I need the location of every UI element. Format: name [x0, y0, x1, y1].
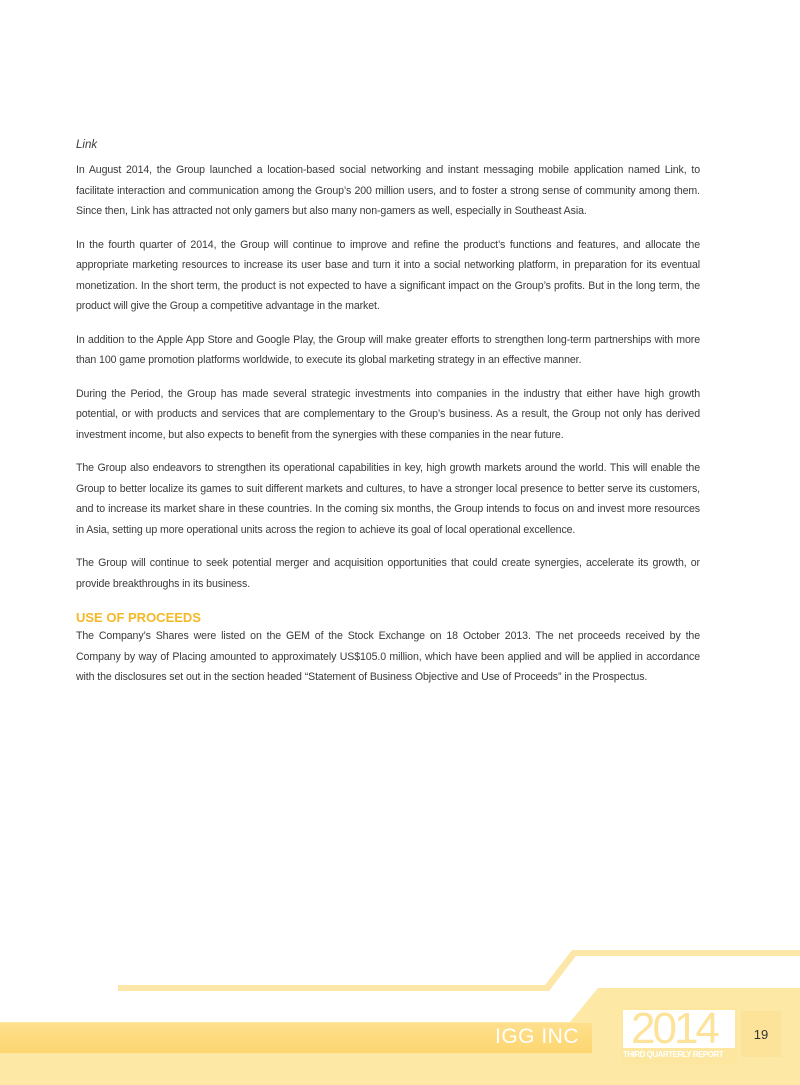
- paragraph: The Company’s Shares were listed on the GEM of the Stock Exchange on 18 October 2013. The net proceeds received by the Company by way of Placing amounted to approximately US$105.0 million, which have been applied and will be applied in accordance with the disclosures set out in the section headed “Statement of Business Objective and Use of Proceeds” in the Prospectus.: [76, 630, 700, 683]
- paragraph: In August 2014, the Group launched a location-based social networking and instant messaging mobile application named Link, to facilitate interaction and communication among the Group’s 200 million users, and to foster a strong sense of community among them. Since then, Link has attracted not only gamers but also many non-gamers as well, especially in Southeast Asia.: [76, 164, 700, 217]
- company-name: IGG INC: [495, 1025, 580, 1048]
- logo-report-title: THIRD QUARTERLY REPORT: [623, 1050, 724, 1059]
- paragraph: During the Period, the Group has made several strategic investments into companies in the industry that either have high growth potential, or with products and services that are complementary to the Group’s business. As a result, the Group not only has derived investment income, but also expects to benefit from the synergies with these companies in the near future.: [76, 387, 700, 441]
- logo-year-box: [623, 1004, 735, 1053]
- section-heading-use-of-proceeds: USE OF PROCEEDS: [76, 610, 201, 625]
- report-logo: [621, 1004, 737, 1064]
- paragraph: In the fourth quarter of 2014, the Group will continue to improve and refine the product’s functions and features, and allocate the appropriate marketing resources to increase its user base and turn it into a social networking platform, in preparation for its eventual monetization. In the short term, the product is not expected to have a significant impact on the Group’s profits. But in the long term, the product will give the Group a competitive advantage in the market.: [76, 238, 700, 312]
- paragraph: In addition to the Apple App Store and Google Play, the Group will make greater efforts to strengthen long-term partnerships with more than 100 game promotion platforms worldwide, to execute its global marketing strategy in an effective manner.: [76, 333, 700, 366]
- subheading-link: Link: [76, 139, 98, 151]
- footer-stripe: [118, 950, 800, 991]
- page-number: 19: [741, 1011, 781, 1057]
- logo-year: 2014: [631, 1004, 717, 1053]
- paragraph: The Group will continue to seek potential merger and acquisition opportunities that could create synergies, accelerate its growth, or provide breakthroughs in its business.: [76, 557, 700, 590]
- paragraph: The Group also endeavors to strengthen its operational capabilities in key, high growth markets around the world. This will enable the Group to better localize its games to suit different markets and cultures, to have a stronger local presence to better serve its customers, and to increase its market share in these countries. In the coming six months, the Group intends to focus on and invest more resources in Asia, setting up more operational units across the region to achieve its goal of local operational excellence.: [76, 462, 700, 536]
